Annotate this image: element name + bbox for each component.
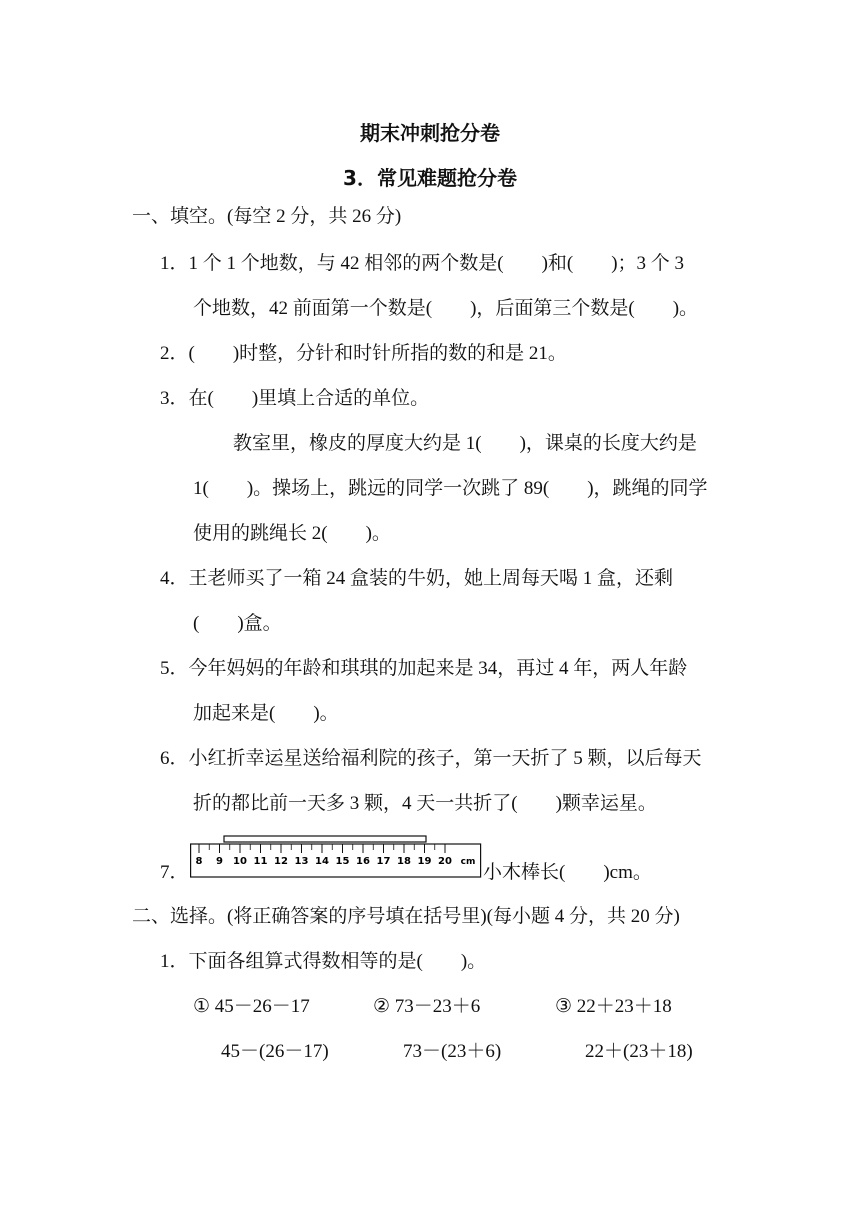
ruler-svg	[190, 834, 482, 878]
question-line: 4．王老师买了一箱 24 盒装的牛奶，她上周每天喝 1 盒，还剩	[160, 568, 674, 589]
ruler-tick-label: 8	[195, 856, 203, 867]
ruler-tick-label: 15	[335, 856, 350, 867]
option-1-line-1: ① 45－26－17	[193, 996, 310, 1017]
question-line: 2．( )时整，分针和时针所指的数的和是 21。	[160, 343, 567, 364]
ruler-tick-label: 20	[438, 856, 452, 867]
ruler-tick-label: 19	[417, 856, 432, 867]
page-subtitle: 3．常见难题抢分卷	[343, 166, 517, 190]
question-line: 个地数，42 前面第一个数是( )，后面第三个数是( )。	[193, 298, 699, 319]
ruler-tick-label: 16	[356, 856, 370, 867]
question-line: ( )盒。	[193, 613, 282, 634]
option-2-line-2: 73－(23＋6)	[403, 1041, 502, 1062]
question-line: 6．小红折幸运星送给福利院的孩子，第一天折了 5 颗，以后每天	[160, 748, 702, 769]
option-2-line-1: ② 73－23＋6	[373, 996, 481, 1017]
option-3-line-1: ③ 22＋23＋18	[555, 996, 672, 1017]
ruler-tick-label: 12	[274, 856, 288, 867]
ruler-tick-label: 11	[253, 856, 268, 867]
page-title: 期末冲刺抢分卷	[360, 121, 500, 145]
question-line: 1( )。操场上，跳远的同学一次跳了 89( )，跳绳的同学	[193, 478, 708, 499]
ruler-tick-label: 17	[376, 856, 391, 867]
question-7-number: 7．	[160, 862, 189, 883]
option-1-line-2: 45－(26－17)	[221, 1041, 329, 1062]
question-line: 加起来是( )。	[193, 703, 339, 724]
ruler-tick-label: 10	[233, 856, 247, 867]
ruler-tick-label: 9	[216, 856, 223, 867]
choice-question-1: 1．下面各组算式得数相等的是( )。	[160, 951, 487, 972]
question-line: 使用的跳绳长 2( )。	[193, 523, 391, 544]
ruler-tick-label: 14	[315, 856, 329, 867]
question-line: 3．在( )里填上合适的单位。	[160, 388, 430, 409]
ruler-tick-label: 13	[294, 856, 309, 867]
ruler-figure	[190, 834, 482, 884]
section-heading-choice: 二、选择。(将正确答案的序号填在括号里)(每小题 4 分，共 20 分)	[132, 906, 680, 927]
question-7-text: 小木棒长( )cm。	[483, 862, 652, 883]
question-line: 折的都比前一天多 3 颗，4 天一共折了( )颗幸运星。	[193, 793, 657, 814]
question-line: 教室里，橡皮的厚度大约是 1( )，课桌的长度大约是	[233, 433, 697, 454]
question-line: 1．1 个 1 个地数，与 42 相邻的两个数是( )和( )；3 个 3	[160, 253, 685, 274]
question-line: 5．今年妈妈的年龄和琪琪的加起来是 34，再过 4 年，两人年龄	[160, 658, 688, 679]
wooden-stick	[224, 836, 426, 842]
ruler-unit-label: cm	[460, 857, 476, 867]
option-3-line-2: 22＋(23＋18)	[585, 1041, 693, 1062]
ruler-tick-label: 18	[397, 856, 411, 867]
section-heading-fill-blank: 一、填空。(每空 2 分，共 26 分)	[132, 206, 402, 227]
